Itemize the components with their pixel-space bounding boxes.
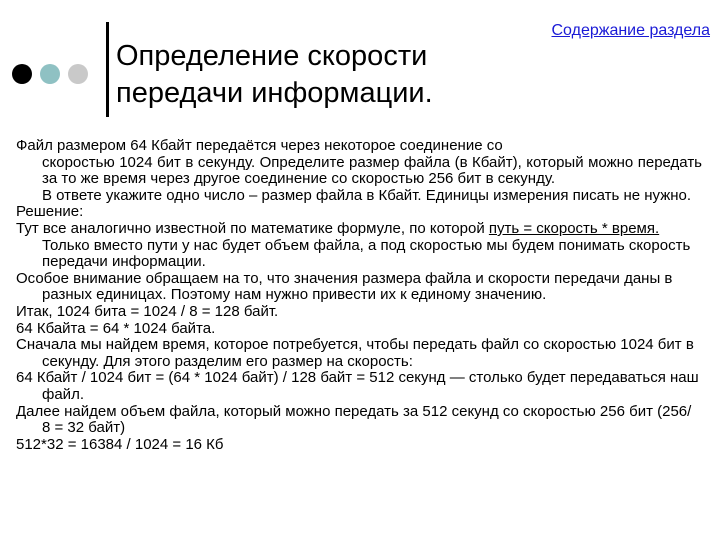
task-statement xyxy=(16,138,702,188)
slide-title xyxy=(116,38,433,112)
title-line-1: Определение скорости xyxy=(116,40,428,72)
task-text: скоростью 1024 бит в секунду. Определите размер файла (в Кбайт), который можно передать за то же время через другое соединение со скоростью 256 бит в секунду. xyxy=(42,153,702,188)
solution-paragraph-7: Далее найдем объем файла, который можно передать за 512 секунд со скоростью 256 бит (256/ 8 = 32 байт) xyxy=(16,402,692,437)
solution-paragraph-3: Итак, 1024 бита = 1024 / 8 = 128 байт. xyxy=(16,302,279,320)
dot-black xyxy=(12,64,32,84)
slide-body xyxy=(16,138,702,453)
task-line-1: Файл размером 64 Кбайт передаётся через некоторое соединение со xyxy=(16,137,503,154)
solution-paragraph-4: 64 Кбайта = 64 * 1024 байта. xyxy=(16,319,216,337)
solution-p1-start: Тут все аналогично известной по математике формуле, по которой xyxy=(16,219,489,237)
dot-gray xyxy=(68,64,88,84)
title-divider xyxy=(106,22,109,117)
solution-label: Решение: xyxy=(16,203,84,221)
formula-underlined: путь = скорость * время. xyxy=(488,219,660,237)
decorative-dots xyxy=(12,64,88,84)
answer-note: В ответе укажите одно число – размер файла в Кбайт. Единицы измерения писать не нужно. xyxy=(42,186,692,204)
dot-teal xyxy=(40,64,60,84)
solution-paragraph-8: 512*32 = 16384 / 1024 = 16 Кб xyxy=(16,435,224,453)
solution-paragraph-1 xyxy=(16,221,702,271)
solution-paragraph-2: Особое внимание обращаем на то, что значения размера файла и скорости передачи даны в разных единицах. Поэтому нам нужно привести их к единому значению. xyxy=(16,269,673,304)
solution-paragraph-6: 64 Кбайт / 1024 бит = (64 * 1024 байт) / 128 байт = 512 секунд — столько будет передаваться наш файл. xyxy=(16,369,699,403)
title-line-2: передачи информации. xyxy=(116,77,433,109)
table-of-contents-link[interactable]: Содержание раздела xyxy=(551,22,710,39)
solution-paragraph-5: Сначала мы найдем время, которое потребуется, чтобы передать файл со скоростью 1024 бит в секунду. Для этого разделим его размер на скорость: xyxy=(16,336,694,370)
solution-p1-end: Только вместо пути у нас будет объем файла, а под скоростью мы будем понимать скорость передачи информации. xyxy=(42,236,691,271)
